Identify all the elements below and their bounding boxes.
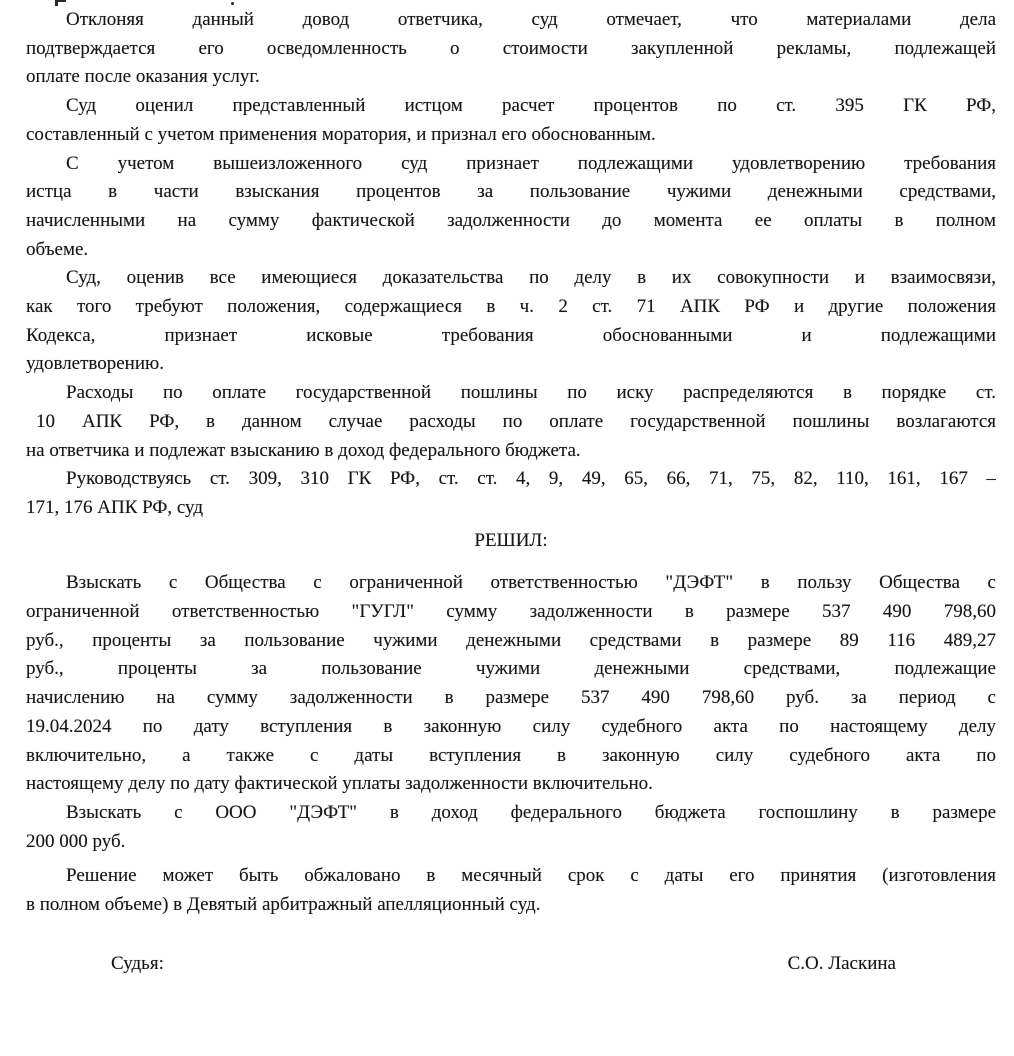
text-line: 171, 176 АПК РФ, суд — [26, 496, 204, 518]
text-line: Взыскать с Общества с ограниченной ответственностью "ДЭФТ" в пользу Общества с — [66, 572, 996, 594]
text-line: Суд, оценив все имеющиеся доказательства по делу в их совокупности и взаимосвязи, — [66, 267, 996, 289]
text-line: Расходы по оплате государственной пошлины по иску распределяются в порядке ст. — [66, 382, 996, 404]
paragraph — [26, 150, 996, 265]
text-line: Отклоняя данный довод ответчика, суд отмечает, что материалами дела — [66, 9, 996, 30]
text-line: включительно, а также с даты вступления в законную силу судебного акта по — [26, 744, 996, 766]
text-line: Руководствуясь ст. 309, 310 ГК РФ, ст. ст. 4, 9, 49, 65, 66, 71, 75, 82, 110, 161, 167 – — [66, 468, 996, 490]
text-line: начисленными на сумму фактической задолженности до момента ее оплаты в полном — [26, 209, 996, 231]
text-line: истца в части взыскания процентов за пользование чужими денежными средствами, — [26, 181, 996, 203]
resolution-section — [26, 569, 996, 919]
text-line: настоящему делу по дату фактической уплаты задолженности включительно. — [26, 773, 653, 795]
text-line: 10 АПК РФ, в данном случае расходы по оплате государственной пошлины возлагаются — [36, 410, 996, 432]
text-line: руб., проценты за пользование чужими денежными средствами в размере 89 116 489,27 — [26, 629, 996, 651]
text-line: Кодекса, признает исковые требования обоснованными и подлежащими — [26, 324, 996, 346]
paragraph — [26, 799, 996, 856]
paragraph — [26, 465, 996, 522]
text-line: 19.04.2024 по дату вступления в законную силу судебного акта по настоящему делу — [26, 715, 996, 737]
text-line: начислению на сумму задолженности в размере 537 490 798,60 руб. за период с — [26, 687, 996, 709]
text-line: оплате после оказания услуг. — [26, 66, 260, 88]
text-line: составленный с учетом применения моратория, и признал его обоснованным. — [26, 123, 656, 145]
text-line: на ответчика и подлежат взысканию в доход федерального бюджета. — [26, 439, 581, 461]
text-line: подтверждается его осведомленность о стоимости закупленной рекламы, подлежащей — [26, 37, 996, 59]
judge-name: С.О. Ласкина — [787, 952, 896, 974]
clipped-glyph-stroke — [58, 0, 66, 2]
paragraph — [26, 569, 996, 799]
paragraph — [26, 379, 996, 465]
text-line: С учетом вышеизложенного суд признает подлежащими удовлетворению требования — [66, 152, 996, 174]
clipped-glyph-dot — [231, 2, 234, 5]
text-line: Взыскать с ООО "ДЭФТ" в доход федерального бюджета госпошлину в размере — [66, 801, 996, 823]
judge-label: Судья: — [111, 952, 164, 974]
paragraph — [26, 862, 996, 919]
text-line: в полном объеме) в Девятый арбитражный апелляционный суд. — [26, 894, 541, 916]
text-line: Суд оценил представленный истцом расчет процентов по ст. 395 ГК РФ, — [66, 95, 996, 117]
text-line: 200 000 руб. — [26, 830, 126, 852]
paragraph — [26, 92, 996, 149]
paragraph — [26, 264, 996, 379]
text-line: объеме. — [26, 238, 89, 260]
text-line: ограниченной ответственностью "ГУГЛ" сумму задолженности в размере 537 490 798,60 — [26, 601, 996, 623]
text-line: как того требуют положения, содержащиеся в ч. 2 ст. 71 АПК РФ и другие положения — [26, 296, 996, 318]
paragraph — [26, 6, 996, 92]
text-line: удовлетворению. — [26, 353, 164, 375]
signature-row — [26, 950, 996, 979]
resolution-heading: РЕШИЛ: — [474, 529, 548, 551]
text-line: руб., проценты за пользование чужими денежными средствами, подлежащие — [26, 658, 996, 680]
decision-reasoning-section — [26, 6, 996, 523]
text-line: Решение может быть обжаловано в месячный срок с даты его принятия (изготовления — [66, 865, 996, 887]
